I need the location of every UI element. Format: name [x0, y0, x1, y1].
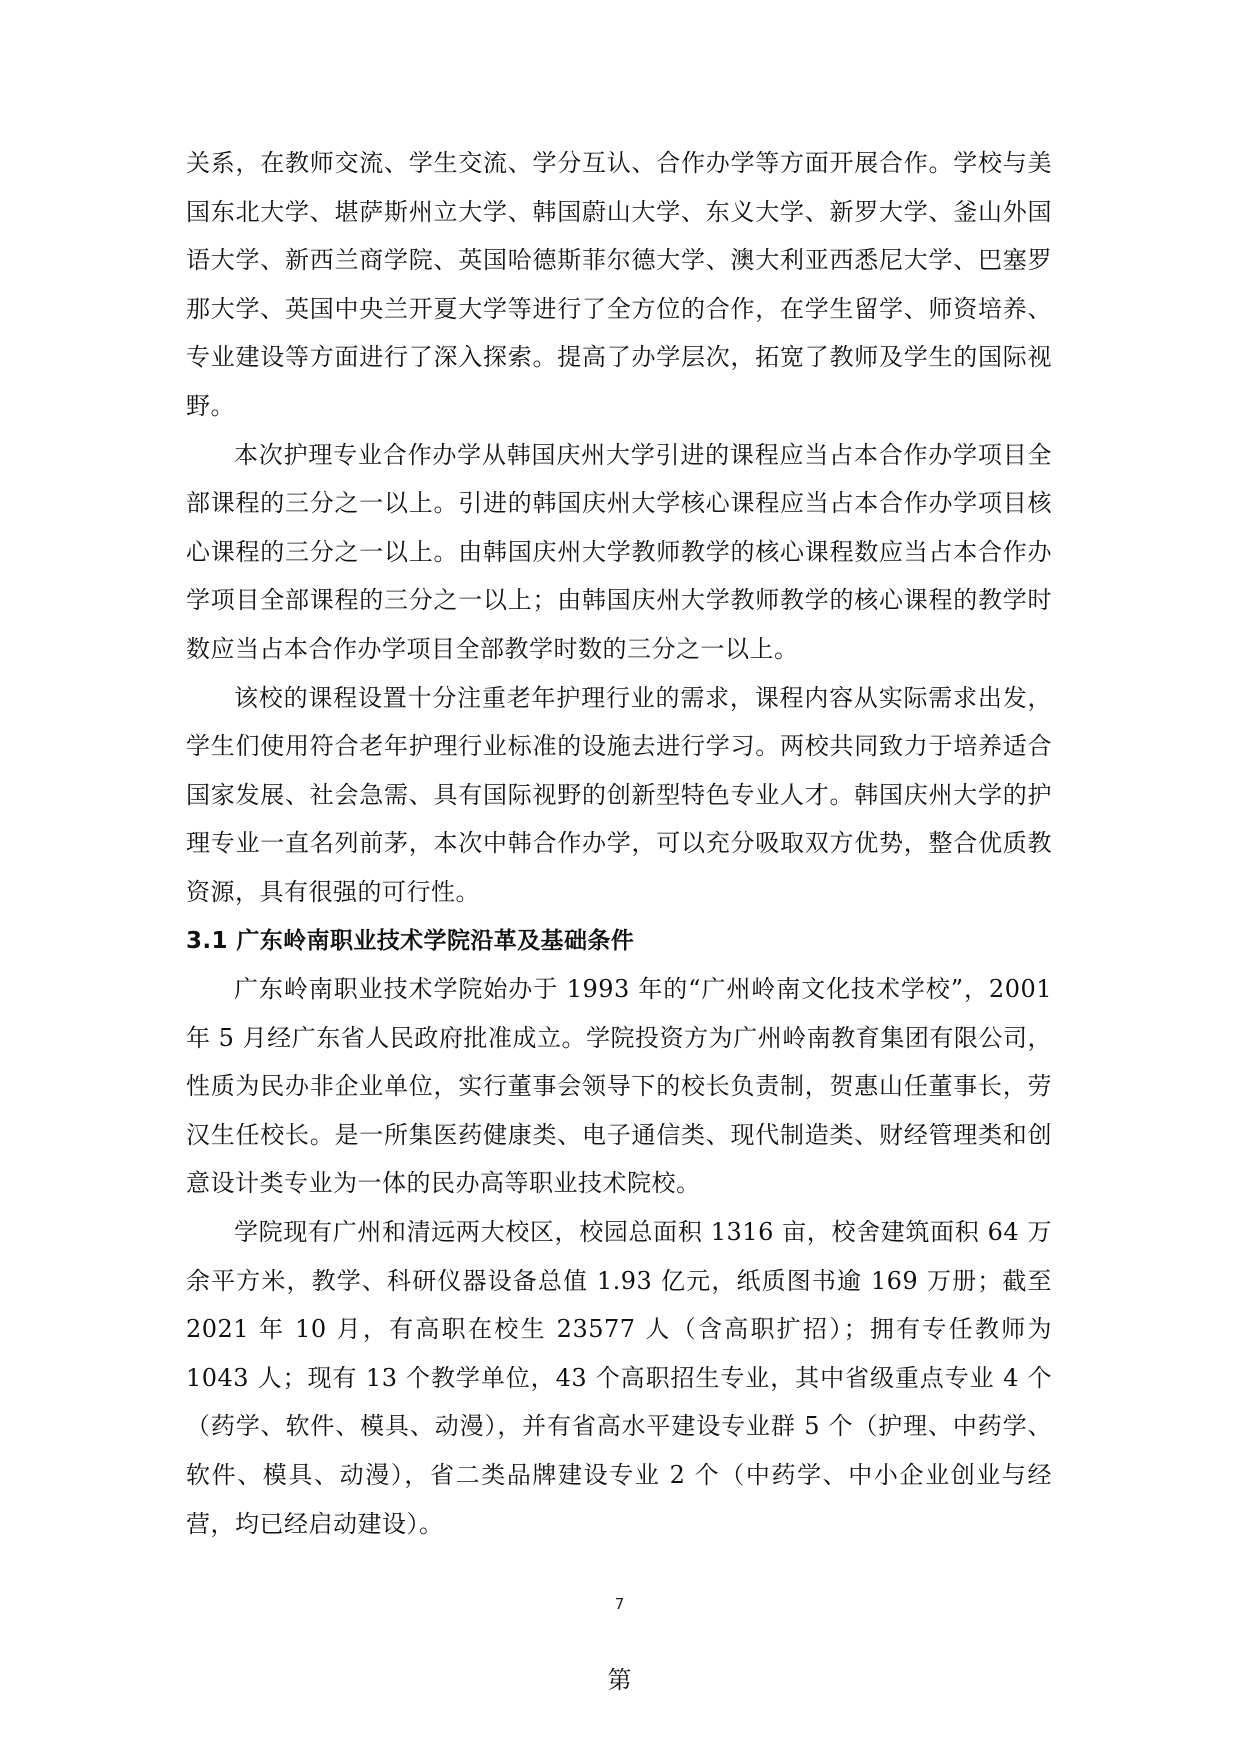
- footer-text: 第: [607, 1666, 632, 1694]
- document-body: [186, 139, 1052, 1548]
- paragraph-nursing-program-courses: 本次护理专业合作办学从韩国庆州大学引进的课程应当占本合作办学项目全部课程的三分之一以上。引进的韩国庆州大学核心课程应当占本合作办学项目核心课程的三分之一以上。由韩国庆州大学教师教学的核心课程数应当占本合作办学项目全部课程的三分之一以上；由韩国庆州大学教师教学的核心课程的教学时数应当占本合作办学项目全部教学时数的三分之一以上。: [186, 440, 1052, 663]
- paragraph-course-design: 该校的课程设置十分注重老年护理行业的需求，课程内容从实际需求出发，学生们使用符合老年护理行业标准的设施去进行学习。两校共同致力于培养适合国家发展、社会急需、具有国际视野的创新型特色专业人才。韩国庆州大学的护理专业一直名列前茅，本次中韩合作办学，可以充分吸取双方优势，整合优质教资源，具有很强的可行性。: [186, 683, 1052, 906]
- paragraph-college-history: 广东岭南职业技术学院始办于 1993 年的“广州岭南文化技术学校”，2001 年 5 月经广东省人民政府批准成立。学院投资方为广州岭南教育集团有限公司，性质为民办非企业单位，实行董事会领导下的校长负责制，贺惠山任董事长，劳汉生任校长。是一所集医药健康类、电子通信类、现代制造类、财经管理类和创意设计类专业为一体的民办高等职业技术院校。: [186, 975, 1052, 1198]
- paragraph-international-cooperation: 关系，在教师交流、学生交流、学分互认、合作办学等方面开展合作。学校与美国东北大学、堪萨斯州立大学、韩国蔚山大学、东义大学、新罗大学、釜山外国语大学、新西兰商学院、英国哈德斯菲尔德大学、澳大利亚西悉尼大学、巴塞罗那大学、英国中央兰开夏大学等进行了全方位的合作，在学生留学、师资培养、专业建设等方面进行了深入探索。提高了办学层次，拓宽了教师及学生的国际视野。: [186, 149, 1052, 420]
- paragraph-college-facilities: 学院现有广州和清远两大校区，校园总面积 1316 亩，校舍建筑面积 64 万余平方米，教学、科研仪器设备总值 1.93 亿元，纸质图书逾 169 万册；截至 2021 年 10 月，有高职在校生 23577 人（含高职扩招）；拥有专任教师为 1043 人；现有 13 个教学单位，43 个高职招生专业，其中省级重点专业 4 个（药学、软件、模具、动漫），并有省高水平建设专业群 5 个（护理、中药学、软件、模具、动漫），省二类品牌建设专业 2 个（中药学、中小企业创业与经营，均已经启动建设）。: [186, 1218, 1052, 1538]
- page-number: 7: [614, 1595, 625, 1613]
- section-heading: 3.1 广东岭南职业技术学院沿革及基础条件: [186, 927, 635, 954]
